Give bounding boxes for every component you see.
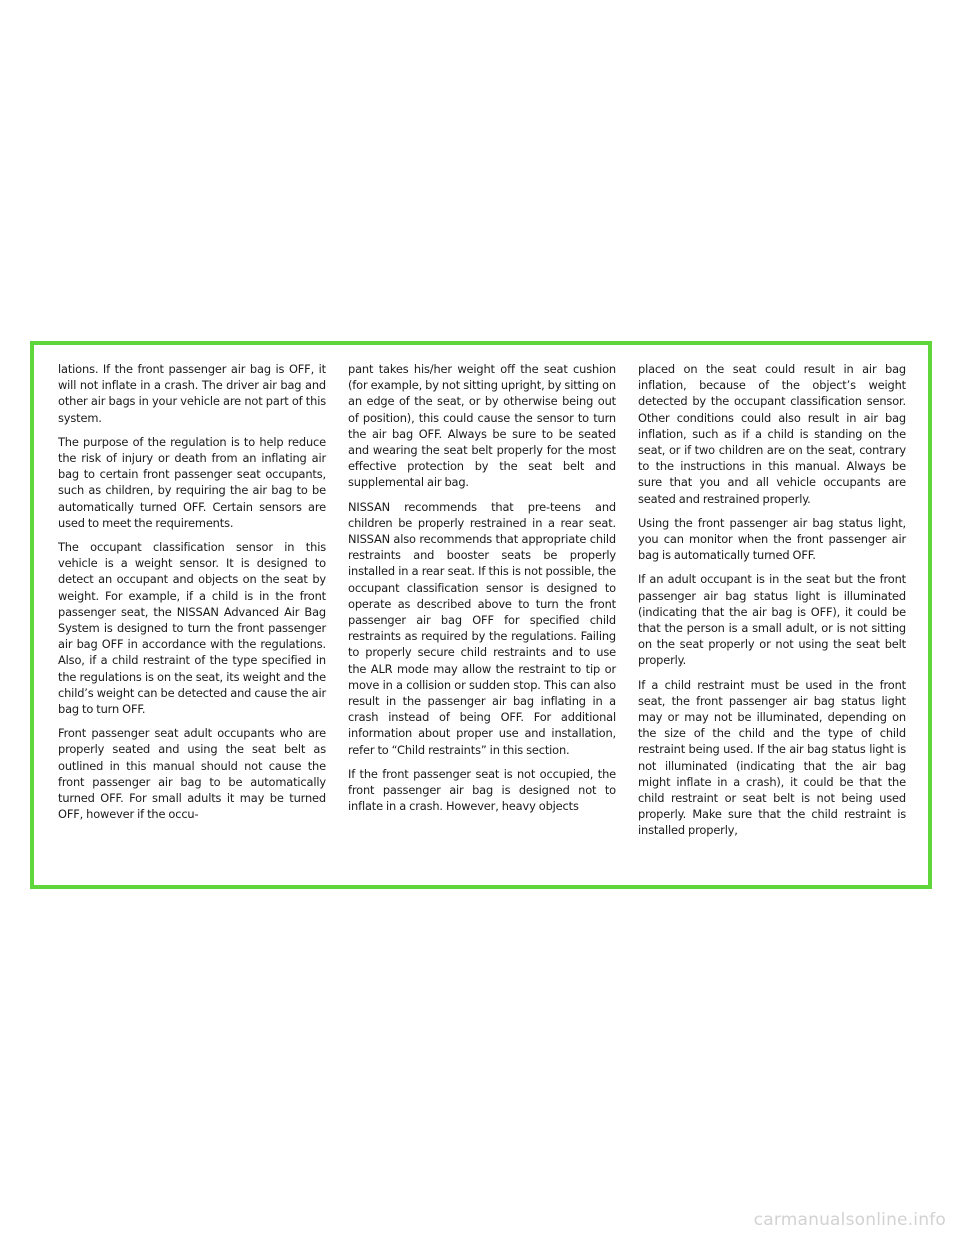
paragraph: pant takes his/her weight off the seat cushion (for example, by not sitting upright, by sitting on an edge of the seat, or by otherwise being out of position), this could cause the sensor to turn the air bag OFF. Always be sure to be seated and wearing the seat belt properly for the most effective protection by the seat belt and supplemental air bag.	[348, 362, 616, 490]
paragraph: NISSAN recommends that pre-teens and children be properly restrained in a rear seat. NISSAN also recommends that appropriate child restraints and booster seats be properly installed in a rear seat. If this is not possible, the occupant classification sensor is designed to operate as described above to turn the front passenger air bag OFF for specified child restraints as required by the regulations. Failing to properly secure child restraints and to use the ALR mode may allow the restraint to tip or move in a collision or sudden stop. This can also result in the passenger air bag inflating in a crash instead of being OFF. For additional information about proper use and installation, refer to “Child restraints” in this section.	[348, 499, 616, 757]
paragraph: The occupant classification sensor in this vehicle is a weight sensor. It is designed to detect an occupant and objects on the seat by weight. For example, if a child is in the front passenger seat, the NISSAN Advanced Air Bag System is designed to turn the front passenger air bag OFF in accordance with the regulations. Also, if a child restraint of the type specified in the regulations is on the seat, its weight and the child’s weight can be detected and cause the air bag to turn OFF.	[58, 540, 326, 717]
paragraph: Front passenger seat adult occupants who are properly seated and using the seat belt as outlined in this manual should not cause the front passenger air bag to be automatically turned OFF. For small adults it may be turned OFF, however if the occu-	[58, 726, 326, 822]
text-columns	[58, 361, 910, 847]
paragraph: If the front passenger seat is not occupied, the front passenger air bag is designed not to inflate in a crash. However, heavy objects	[348, 766, 616, 814]
paragraph: If a child restraint must be used in the front seat, the front passenger air bag status light may or may not be illuminated, depending on the size of the child and the type of child restraint being used. If the air bag status light is not illuminated (indicating that the air bag might inflate in a crash), it could be that the child restraint or seat belt is not being used properly. Make sure that the child restraint is installed properly,	[638, 677, 906, 838]
paragraph: Using the front passenger air bag status light, you can monitor when the front passenger air bag is automatically turned OFF.	[638, 515, 906, 563]
column-1	[58, 361, 326, 847]
paragraph: placed on the seat could result in air bag inflation, because of the object’s weight detected by the occupant classification sensor. Other conditions could also result in air bag inflation, such as if a child is standing on the seat, or if two children are on the seat, contrary to the instructions in this manual. Always be sure that you and all vehicle occupants are seated and restrained properly.	[638, 362, 906, 506]
paragraph: lations. If the front passenger air bag is OFF, it will not inflate in a crash. The driver air bag and other air bags in your vehicle are not part of this system.	[58, 362, 326, 425]
column-3	[638, 361, 906, 847]
column-2	[348, 361, 616, 847]
paragraph: The purpose of the regulation is to help reduce the risk of injury or death from an inflating air bag to certain front passenger seat occupants, such as children, by requiring the air bag to be automatically turned OFF. Certain sensors are used to meet the requirements.	[58, 434, 326, 530]
watermark-text: carmanualsonline.info	[753, 1210, 946, 1230]
content-frame	[30, 341, 932, 889]
paragraph: If an adult occupant is in the seat but the front passenger air bag status light is illuminated (indicating that the air bag is OFF), it could be that the person is a small adult, or is not sitting on the seat properly or not using the seat belt properly.	[638, 572, 906, 668]
